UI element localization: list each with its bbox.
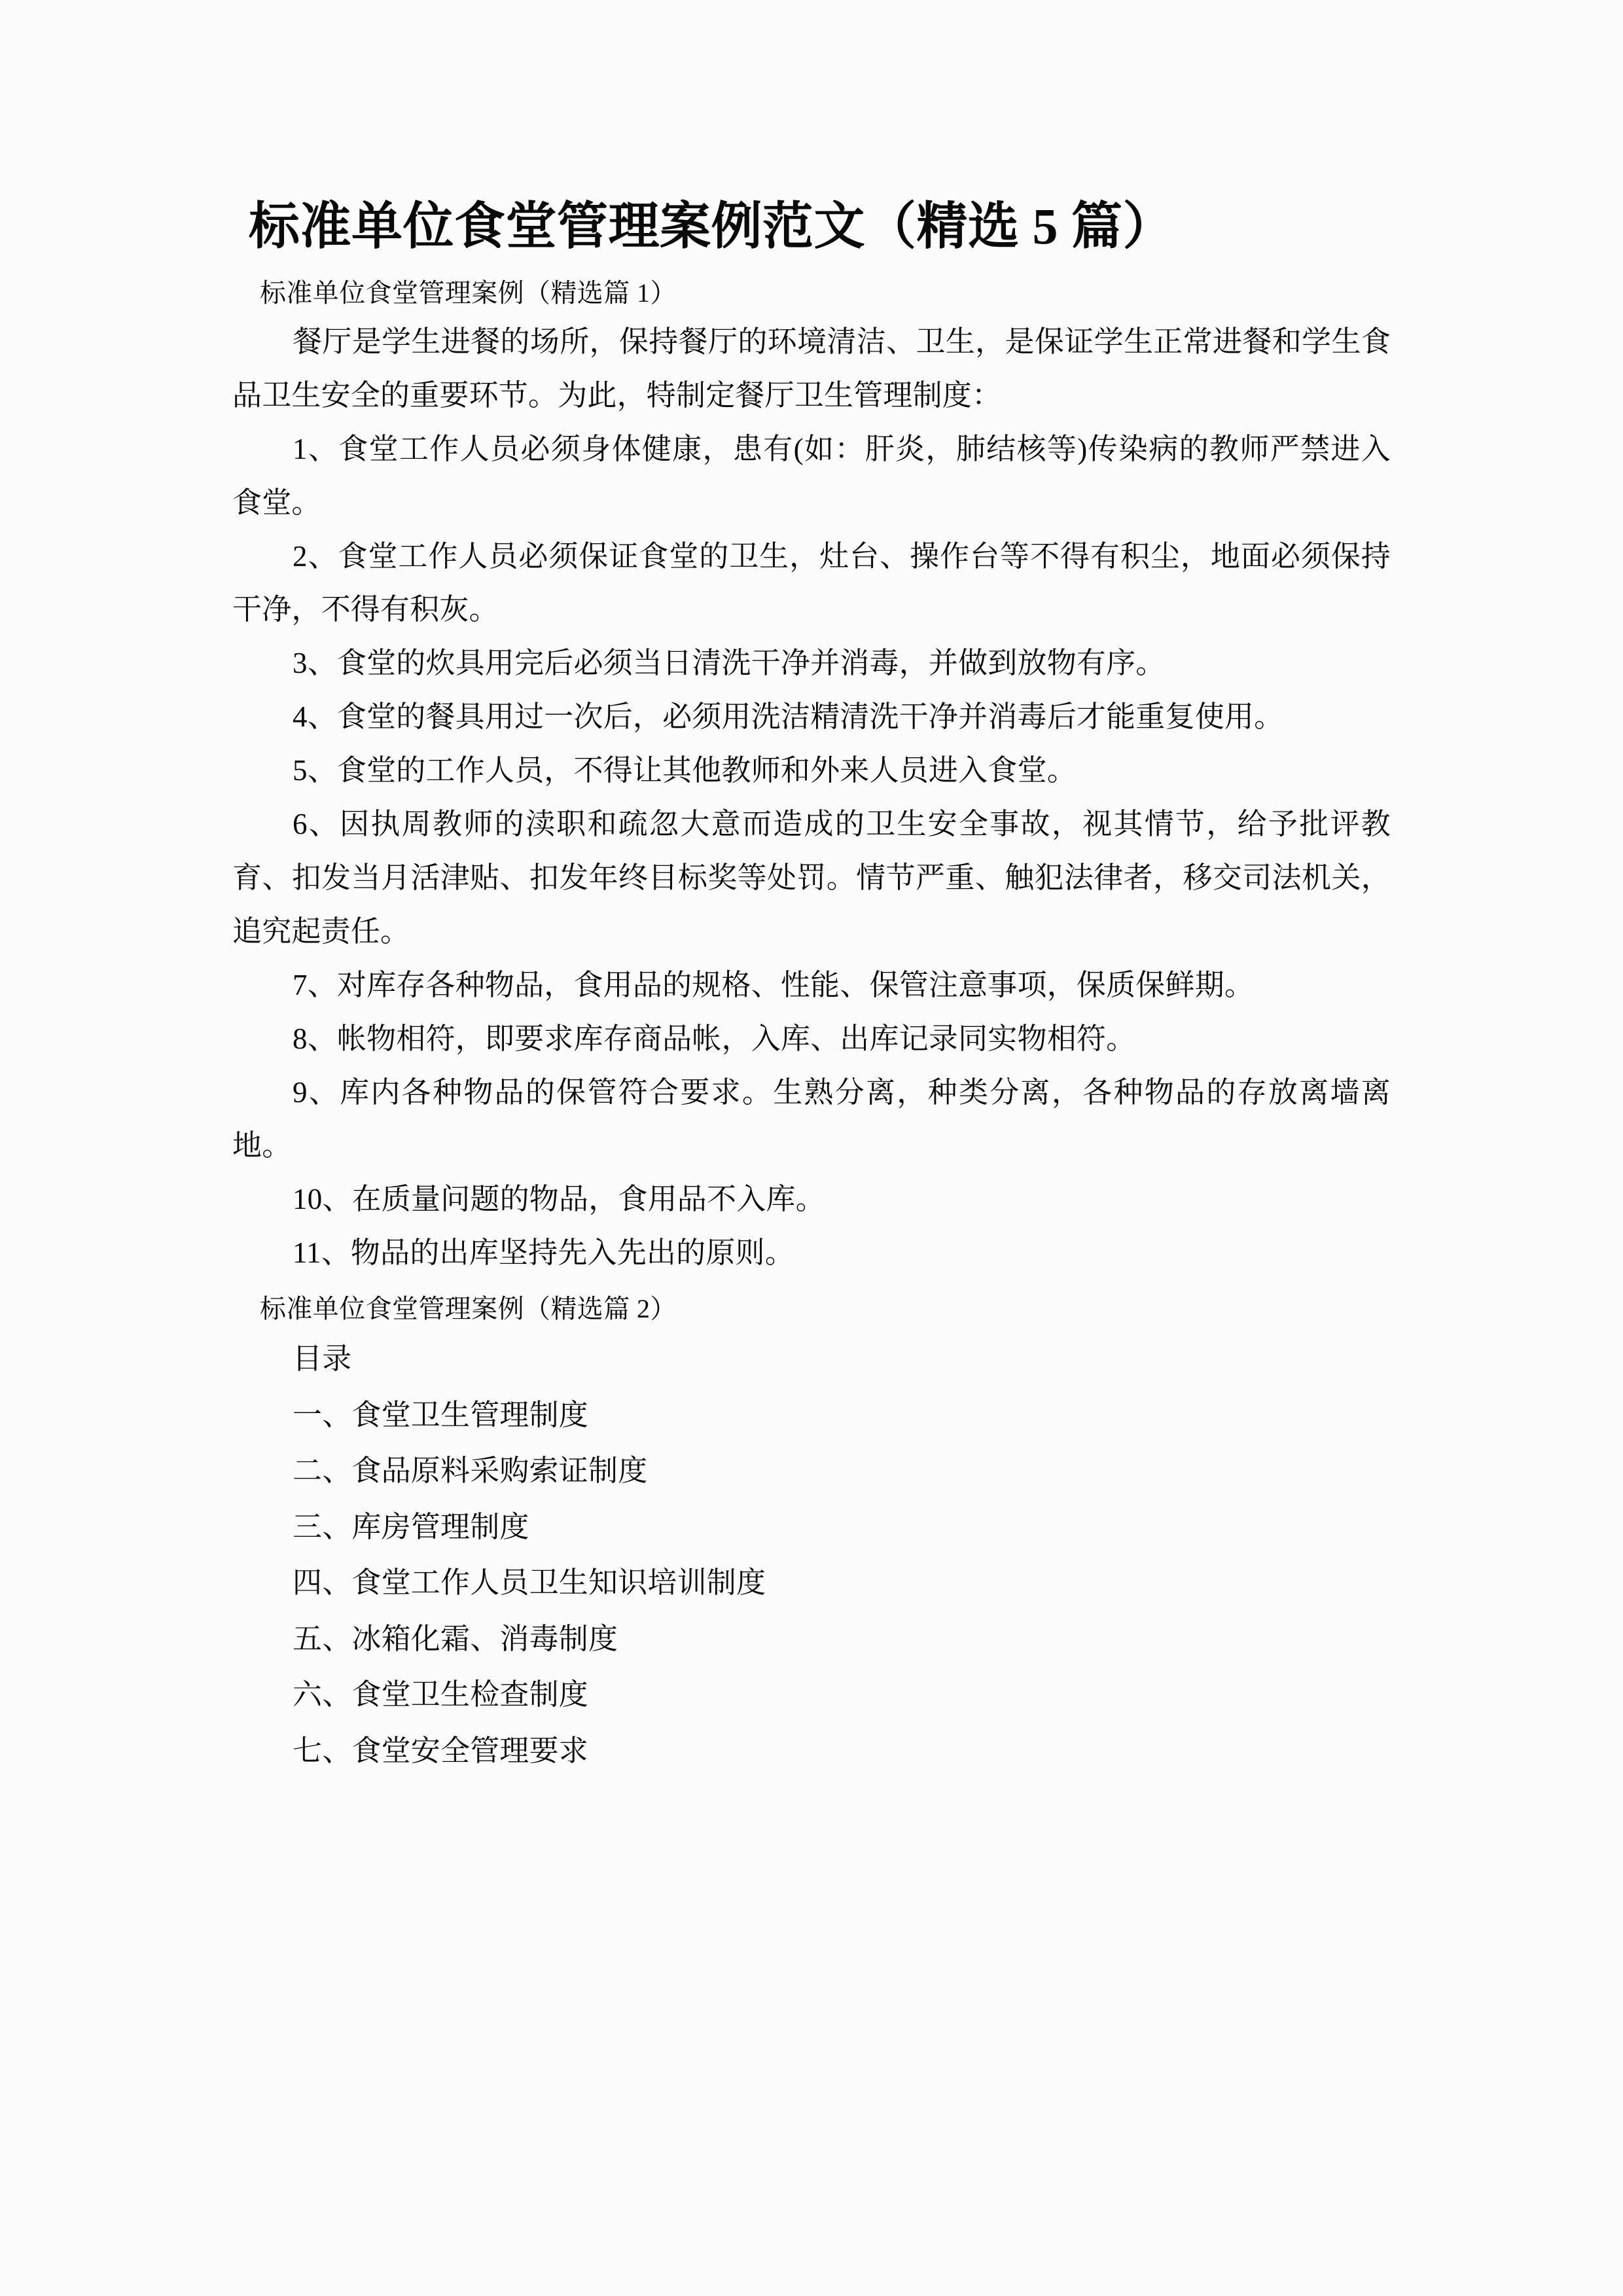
toc-entry-2: 二、食品原料采购索证制度	[293, 1454, 648, 1488]
toc-entry-5: 五、冰箱化霜、消毒制度	[293, 1622, 618, 1655]
rule-item-3: 3、食堂的炊具用完后必须当日清洗干净并消毒，并做到放物有序。	[293, 647, 1166, 680]
section-2	[232, 1289, 1391, 1779]
rule-item-10: 10、在质量问题的物品，食用品不入库。	[293, 1183, 825, 1216]
rule-item-6: 6、因执周教师的渎职和疏忽大意而造成的卫生安全事故，视其情节，给予批评教育、扣发当月活津贴、扣发年终目标奖等处罚。情节严重、触犯法律者，移交司法机关，追究起责任。	[232, 808, 1391, 948]
section-1-intro-paragraph: 餐厅是学生进餐的场所，保持餐厅的环境清洁、卫生，是保证学生正常进餐和学生食品卫生安全的重要环节。为此，特制定餐厅卫生管理制度：	[232, 325, 1391, 412]
rule-item-9: 9、库内各种物品的保管符合要求。生熟分离，种类分离，各种物品的存放离墙离地。	[232, 1075, 1391, 1162]
document-title: 标准单位食堂管理案例范文（精选 5 篇）	[249, 198, 1175, 255]
section-1	[232, 274, 1391, 1280]
toc-entry-1: 一、食堂卫生管理制度	[293, 1398, 589, 1431]
rule-item-5: 5、食堂的工作人员，不得让其他教师和外来人员进入食堂。	[293, 754, 1077, 787]
toc-entry-7: 七、食堂安全管理要求	[293, 1734, 589, 1767]
rule-item-2: 2、食堂工作人员必须保证食堂的卫生，灶台、操作台等不得有积尘，地面必须保持干净，不得有积灰。	[232, 539, 1391, 626]
section-2-heading: 标准单位食堂管理案例（精选篇 2）	[260, 1294, 677, 1324]
rule-item-11: 11、物品的出库坚持先入先出的原则。	[293, 1236, 794, 1270]
rule-item-8: 8、帐物相符，即要求库存商品帐，入库、出库记录同实物相符。	[293, 1022, 1136, 1055]
section-1-heading: 标准单位食堂管理案例（精选篇 1）	[260, 278, 677, 308]
rule-item-4: 4、食堂的餐具用过一次后，必须用洗洁精清洗干净并消毒后才能重复使用。	[293, 700, 1284, 734]
table-of-contents-label: 目录	[293, 1342, 352, 1376]
rule-item-7: 7、对库存各种物品，食用品的规格、性能、保管注意事项，保质保鲜期。	[293, 968, 1255, 1001]
rule-item-1: 1、食堂工作人员必须身体健康，患有(如：肝炎，肺结核等)传染病的教师严禁进入食堂。	[232, 432, 1391, 519]
toc-entry-4: 四、食堂工作人员卫生知识培训制度	[293, 1566, 766, 1600]
toc-entry-3: 三、库房管理制度	[293, 1510, 529, 1543]
toc-entry-6: 六、食堂卫生检查制度	[293, 1678, 589, 1712]
section-spacer	[232, 1280, 1391, 1289]
